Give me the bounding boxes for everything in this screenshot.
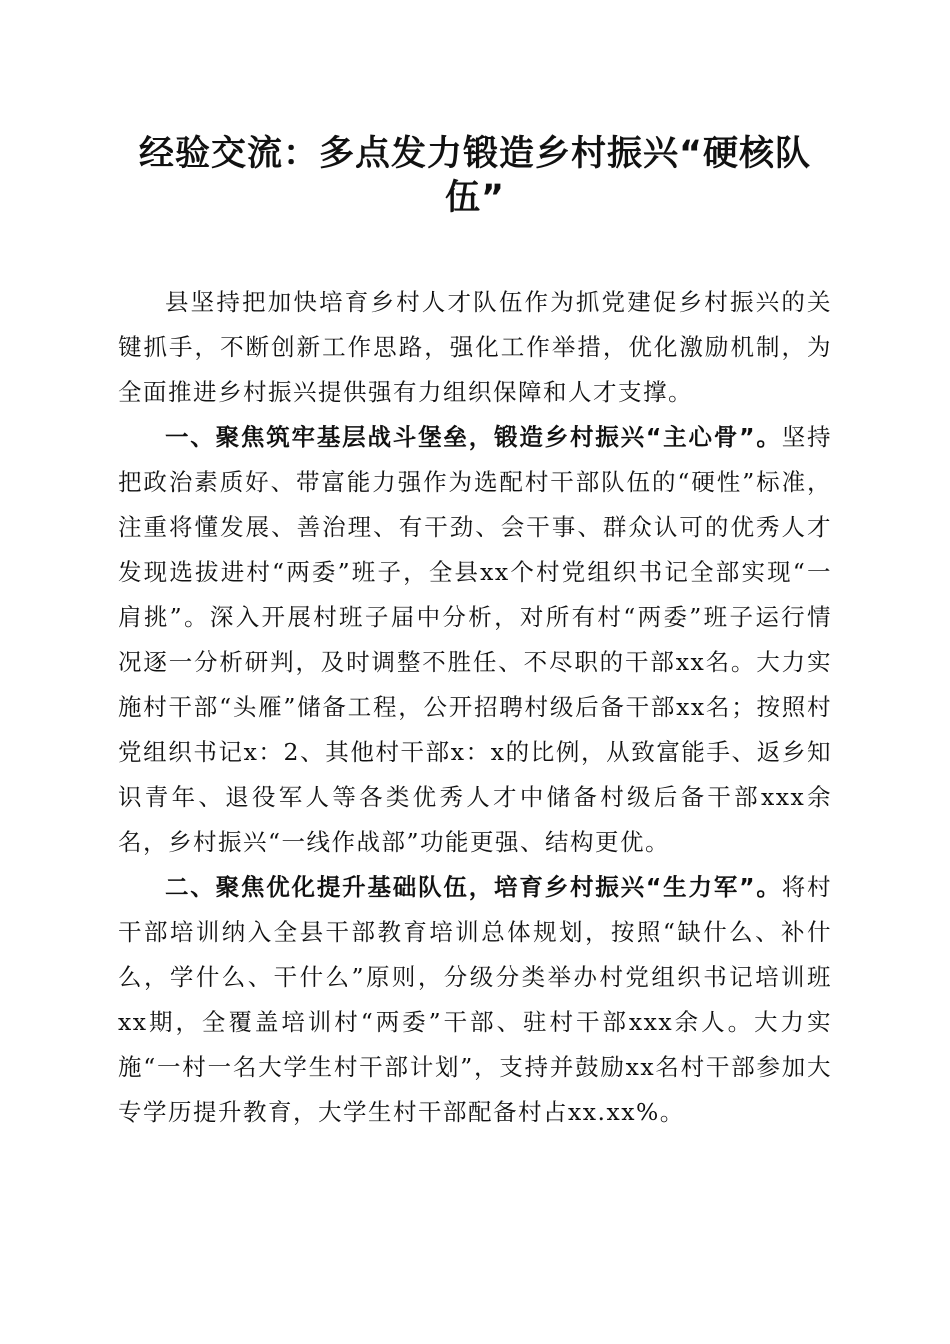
section-1-body: 坚持把政治素质好、带富能力强作为选配村干部队伍的“硬性”标准，注重将懂发展、善治理、有干劲、会干事、群众认可的优秀人才发现选拔进村“两委”班子，全县xx个村党组织书记全部实现“一肩挑”。深入开展村班子届中分析，对所有村“两委”班子运行情况逐一分析研判，及时调整不胜任、不尽职的干部xx名。大力实施村干部“头雁”储备工程，公开招聘村级后备干部xx名；按照村党组织书记x：2、其他村干部x：x的比例，从致富能手、返乡知识青年、退役军人等各类优秀人才中储备村级后备干部xxx余名，乡村振兴“一线作战部”功能更强、结构更优。 xyxy=(118,423,832,856)
section-1-heading: 一、聚焦筑牢基层战斗堡垒，锻造乡村振兴“主心骨”。 xyxy=(165,423,782,451)
intro-paragraph: 县坚持把加快培育乡村人才队伍作为抓党建促乡村振兴的关键抓手，不断创新工作思路，强化工作举措，优化激励机制，为全面推进乡村振兴提供强有力组织保障和人才支撑。 xyxy=(118,288,832,406)
section-1-paragraph xyxy=(118,415,832,865)
section-2-paragraph xyxy=(118,865,832,1135)
document-body xyxy=(118,280,832,1135)
section-2-heading: 二、聚焦优化提升基础队伍，培育乡村振兴“生力军”。 xyxy=(165,873,782,901)
document-title: 经验交流：多点发力锻造乡村振兴“硬核队伍” xyxy=(138,134,811,218)
section-2-body: 将村干部培训纳入全县干部教育培训总体规划，按照“缺什么、补什么，学什么、干什么”原则，分级分类举办村党组织书记培训班xx期，全覆盖培训村“两委”干部、驻村干部xxx余人。大力实施“一村一名大学生村干部计划”，支持并鼓励xx名村干部参加大专学历提升教育，大学生村干部配备村占xx.xx%。 xyxy=(118,873,832,1126)
